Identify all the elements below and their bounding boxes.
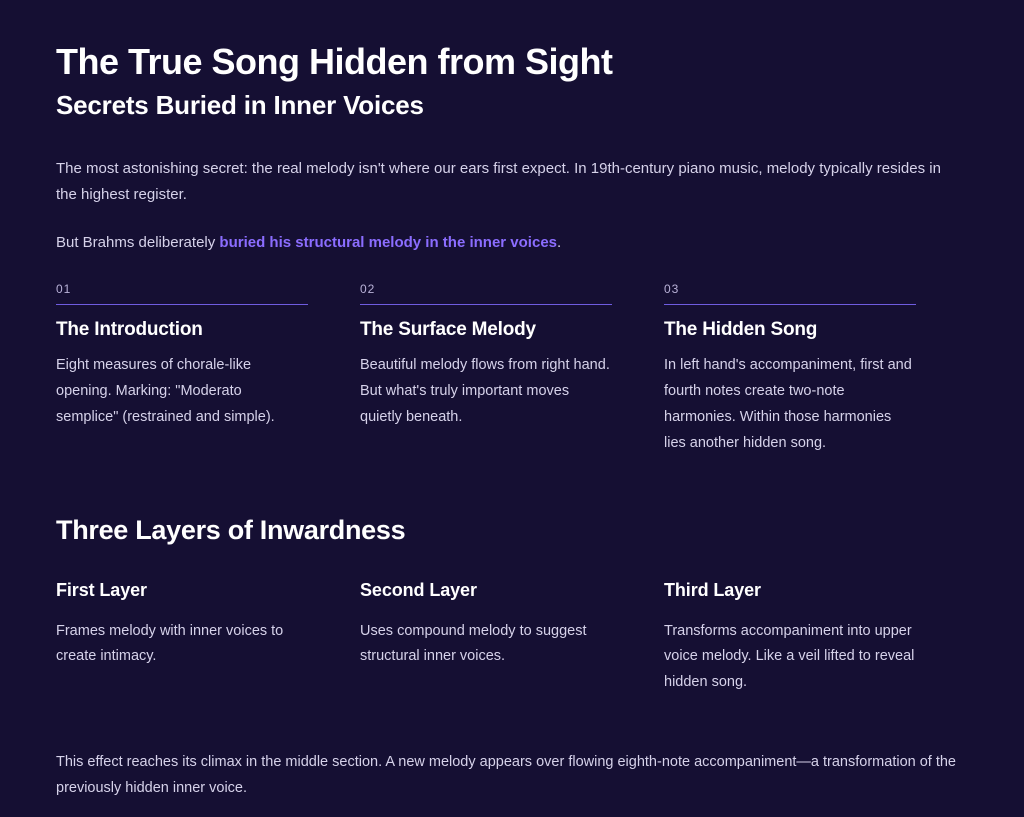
closing-paragraph: This effect reaches its climax in the middle section. A new melody appears over flowing eighth-note accompaniment—a transformation of the previously hidden inner voice. xyxy=(56,754,956,796)
step-heading: The Introduction xyxy=(56,319,203,341)
layer-body: Transforms accompaniment into upper voice melody. Like a veil lifted to reveal hidden song. xyxy=(664,622,915,691)
layer-heading: First Layer xyxy=(56,579,147,600)
intro-paragraph-2-prefix: But Brahms deliberately xyxy=(56,234,220,252)
layer-body: Uses compound melody to suggest structural inner voices. xyxy=(360,622,587,665)
step-number: 03 xyxy=(664,282,680,297)
step-divider xyxy=(360,304,612,305)
layer-body: Frames melody with inner voices to create intimacy. xyxy=(56,622,284,665)
section-heading-layers: Three Layers of Inwardness xyxy=(56,514,406,545)
layer-heading: Third Layer xyxy=(664,579,761,600)
steps-columns xyxy=(56,282,968,456)
intro-accent-phrase: buried his structural melody in the inner voices xyxy=(219,234,558,252)
step-body: Eight measures of chorale-like opening. Marking: "Moderato semplice" (restrained and simple). xyxy=(56,357,275,426)
layer-heading: Second Layer xyxy=(360,579,477,600)
step-heading: The Hidden Song xyxy=(664,319,818,341)
page-title: The True Song Hidden from Sight xyxy=(56,41,613,82)
step-column xyxy=(664,282,968,456)
layer-column xyxy=(360,580,664,696)
step-column xyxy=(360,282,664,456)
step-heading: The Surface Melody xyxy=(360,319,536,341)
layer-column xyxy=(664,580,968,696)
layer-column xyxy=(56,580,360,696)
step-divider xyxy=(56,304,308,305)
step-body: In left hand's accompaniment, first and fourth notes create two-note harmonies. Within those harmonies lies another hidden song. xyxy=(664,357,912,451)
step-column xyxy=(56,282,360,456)
page-subtitle: Secrets Buried in Inner Voices xyxy=(56,90,424,121)
step-body: Beautiful melody flows from right hand. But what's truly important moves quietly beneath. xyxy=(360,357,610,426)
intro-paragraph-1: The most astonishing secret: the real melody isn't where our ears first expect. In 19th-century piano music, melody typically resides in the highest register. xyxy=(56,159,941,203)
intro-paragraph-2-suffix: . xyxy=(557,234,562,252)
step-number: 01 xyxy=(56,282,72,297)
intro-paragraph-2 xyxy=(56,230,956,256)
step-number: 02 xyxy=(360,282,376,297)
layers-columns xyxy=(56,580,968,696)
step-divider xyxy=(664,304,916,305)
